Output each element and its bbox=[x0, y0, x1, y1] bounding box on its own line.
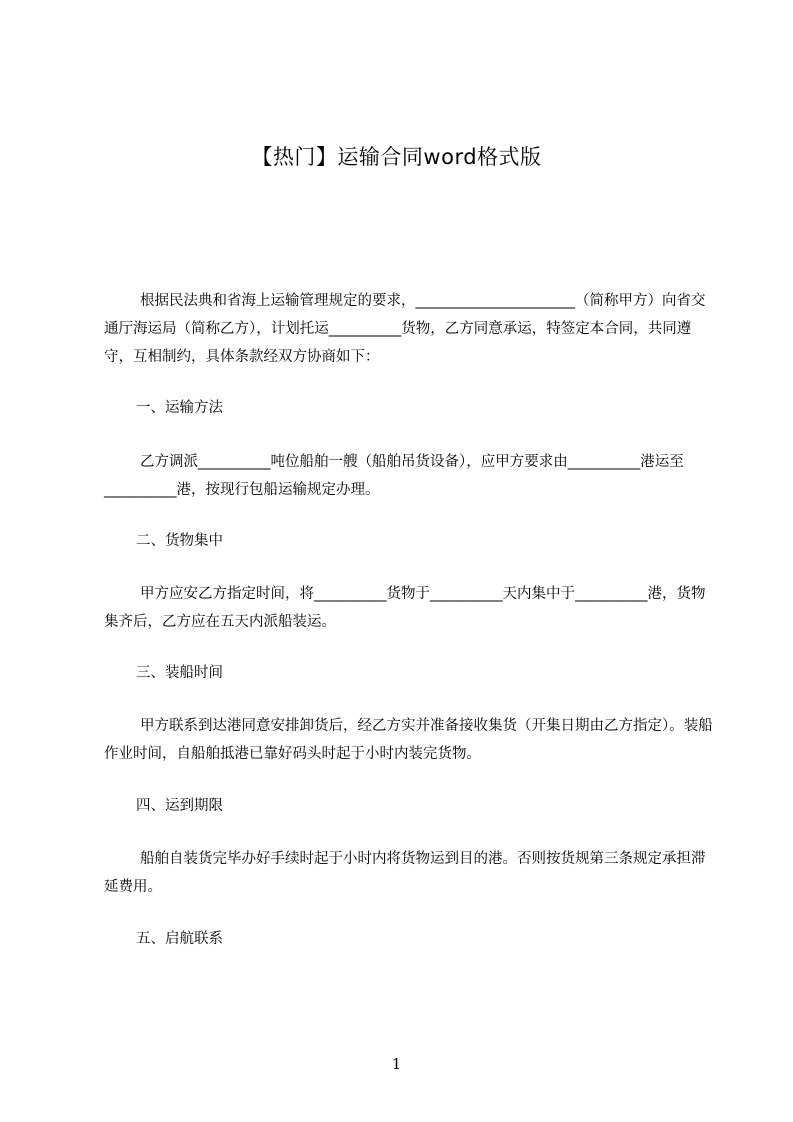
section-heading-loading-time: 三、装船时间 bbox=[136, 665, 223, 681]
document-title: 【热门】运输合同word格式版 bbox=[251, 145, 542, 169]
section-heading-delivery-period: 四、运到期限 bbox=[136, 798, 223, 814]
section-heading-cargo-collection: 二、货物集中 bbox=[136, 533, 223, 549]
section-text-delivery-period: 船舶自装货完毕办好手续时起于小时内将货物运到目的港。否则按货规第三条规定承担滞延费用。 bbox=[104, 851, 706, 895]
section-text-transport-method: 乙方调派__________吨位船舶一艘（船舶吊货设备），应甲方要求由__________港运至__________港，按现行包船运输规定办理。 bbox=[104, 454, 684, 498]
section-heading-transport-method: 一、运输方法 bbox=[136, 400, 223, 416]
section-text-cargo-collection: 甲方应安乙方指定时间，将__________货物于__________天内集中于__________港，货物集齐后，乙方应在五天内派船装运。 bbox=[104, 586, 706, 630]
page-number: 1 bbox=[391, 1055, 402, 1073]
section-heading-departure-contact: 五、启航联系 bbox=[136, 931, 223, 947]
intro-paragraph: 根据民法典和省海上运输管理规定的要求，______________________（简称甲方）向省交通厅海运局（简称乙方），计划托运__________货物，乙方同意承运，特签定本合同，共同遵守，互相制约，具体条款经双方协商如下： bbox=[104, 293, 706, 365]
section-text-loading-time: 甲方联系到达港同意安排卸货后，经乙方实并准备接收集货（开集日期由乙方指定）。装船作业时间，自船舶抵港已靠好码头时起于小时内装完货物。 bbox=[104, 718, 713, 762]
